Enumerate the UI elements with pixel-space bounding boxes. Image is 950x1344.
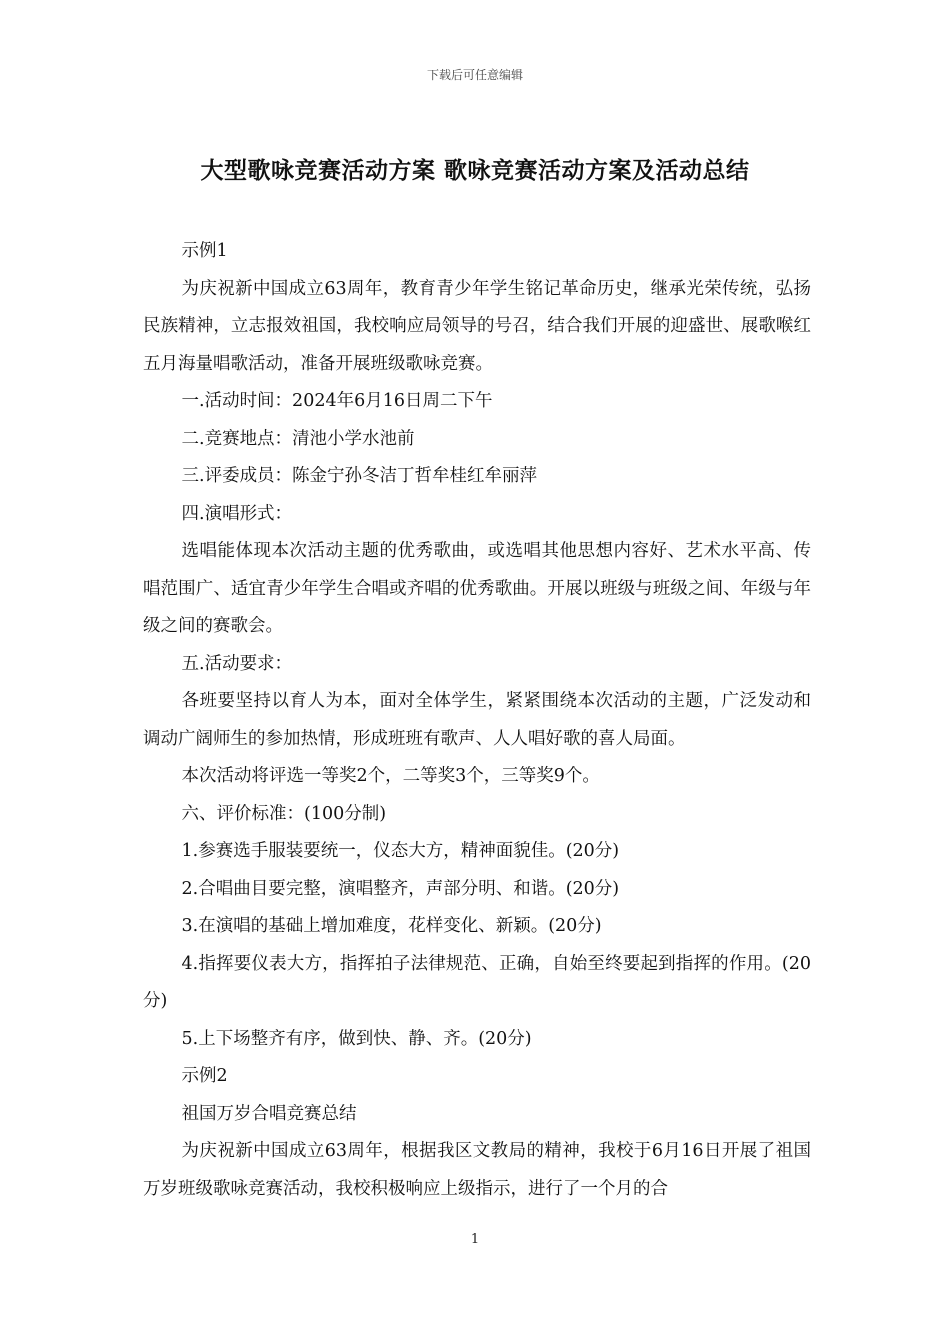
page-header-note: 下载后可任意编辑	[426, 68, 523, 82]
paragraph: 五.活动要求：	[181, 653, 293, 674]
paragraph: 选唱能体现本次活动主题的优秀歌曲，或选唱其他思想内容好、艺术水平高、传唱范围广、适宜青少年学生合唱或齐唱的优秀歌曲。开展以班级与班级之间、年级与年级之间的赛歌会。	[143, 541, 811, 636]
paragraph: 祖国万岁合唱竞赛总结	[181, 1103, 357, 1124]
paragraph: 二.竞赛地点：清池小学水池前	[181, 428, 415, 449]
paragraph: 一.活动时间：2024年6月16日周二下午	[181, 391, 493, 411]
paragraph: 示例2	[181, 1066, 228, 1086]
paragraph: 1.参赛选手服装要统一，仪态大方，精神面貌佳。(20分)	[181, 841, 620, 861]
paragraph: 四.演唱形式：	[181, 503, 293, 524]
paragraph: 为庆祝新中国成立63周年，教育青少年学生铭记革命历史，继承光荣传统，弘扬民族精神，立志报效祖国，我校响应局领导的号召，结合我们开展的迎盛世、展歌喉红五月海量唱歌活动，准备开展班级歌咏竞赛。	[143, 278, 811, 374]
document-title: 大型歌咏竞赛活动方案 歌咏竞赛活动方案及活动总结	[200, 157, 750, 184]
paragraph: 5.上下场整齐有序，做到快、静、齐。(20分)	[181, 1028, 532, 1049]
paragraph: 为庆祝新中国成立63周年，根据我区文教局的精神，我校于6月16日开展了祖国万岁班级歌咏竞赛活动，我校积极响应上级指示，进行了一个月的合	[143, 1141, 811, 1199]
paragraph: 三.评委成员：陈金宁孙冬洁丁哲牟桂红牟丽萍	[181, 466, 538, 486]
paragraph: 2.合唱曲目要完整，演唱整齐，声部分明、和谐。(20分)	[181, 878, 620, 899]
paragraph: 本次活动将评选一等奖2个，二等奖3个，三等奖9个。	[181, 766, 600, 786]
paragraph: 示例1	[181, 241, 228, 261]
page-number: 1	[470, 1232, 480, 1247]
paragraph: 4.指挥要仪表大方，指挥拍子法律规范、正确，自始至终要起到指挥的作用。(20分)	[143, 953, 811, 1011]
document-body	[143, 233, 811, 1208]
paragraph: 六、评价标准：(100分制)	[181, 803, 387, 824]
paragraph: 3.在演唱的基础上增加难度，花样变化、新颖。(20分)	[181, 916, 602, 936]
paragraph: 各班要坚持以育人为本，面对全体学生，紧紧围绕本次活动的主题，广泛发动和调动广阔师生的参加热情，形成班班有歌声、人人唱好歌的喜人局面。	[143, 691, 811, 749]
